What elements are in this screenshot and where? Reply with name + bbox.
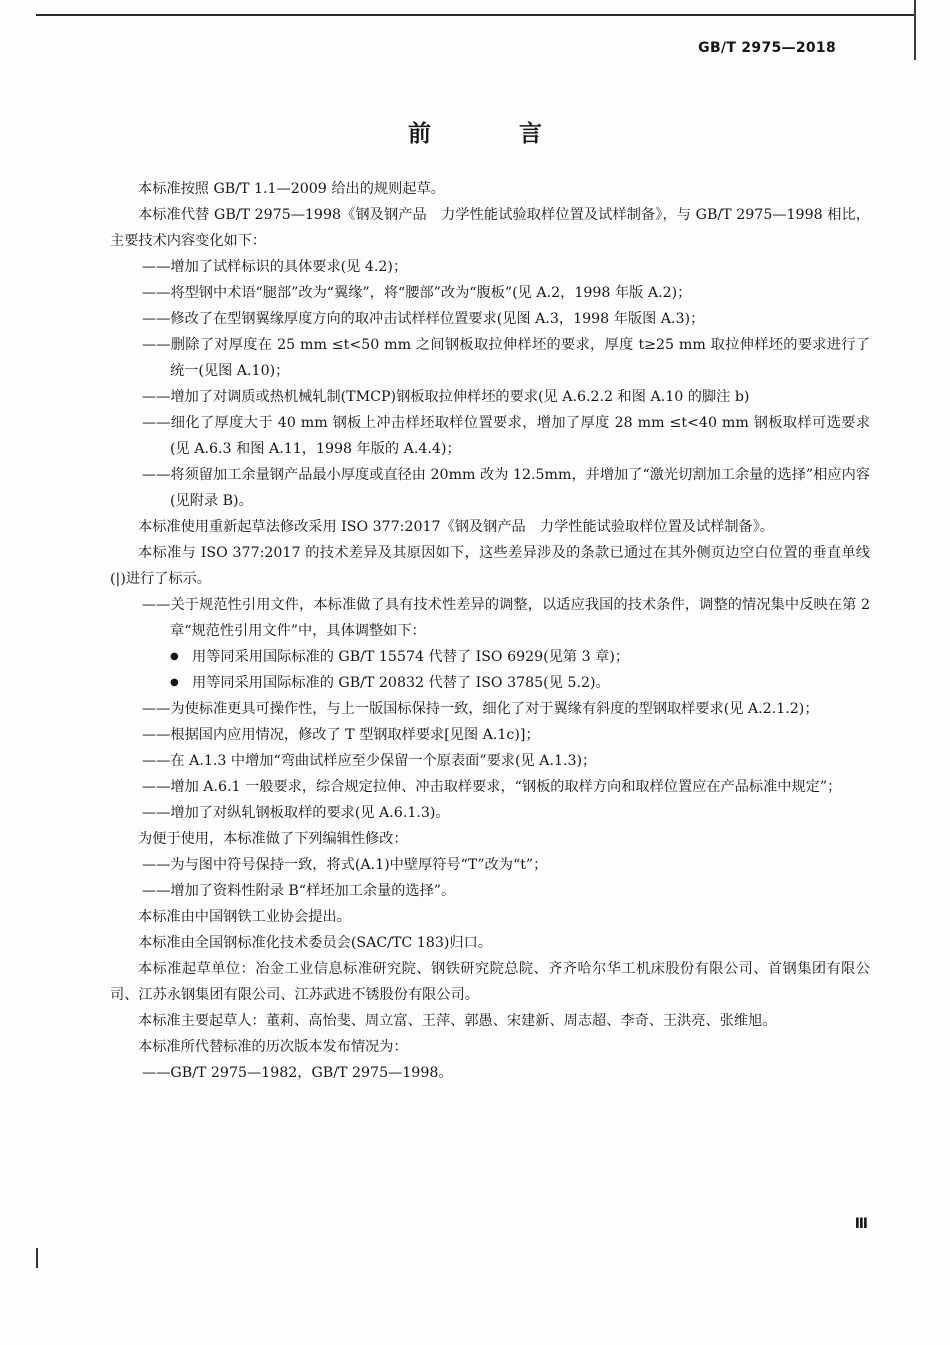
paragraph: 本标准与 ISO 377:2017 的技术差异及其原因如下，这些差异涉及的条款已通过在其外侧页边空白位置的垂直单线(|)进行了标示。	[110, 545, 870, 587]
paragraph: 为便于使用，本标准做了下列编辑性修改：	[138, 831, 408, 847]
page-title: 前 言	[407, 121, 582, 147]
paragraph: 本标准使用重新起草法修改采用 ISO 377:2017《钢及钢产品 力学性能试验取样位置及试样制备》。	[138, 519, 774, 535]
dash-list-item: ——关于规范性引用文件，本标准做了具有技术性差异的调整，以适应我国的技术条件，调整的情况集中反映在第 2 章“规范性引用文件”中，具体调整如下：	[142, 597, 870, 639]
dash-list-item: ——将型钢中术语“腿部”改为“翼缘”，将“腰部”改为“腹板”(见 A.2，1998 年版 A.2)；	[142, 285, 692, 301]
margin-mark	[36, 1248, 38, 1268]
dash-list-item: ——删除了对厚度在 25 mm ≤t<50 mm 之间钢板取拉伸样坯的要求，厚度 t≥25 mm 取拉伸样坯的要求进行了统一(见图 A.10)；	[142, 337, 870, 379]
paragraph: 本标准所代替标准的历次版本发布情况为：	[138, 1039, 408, 1055]
dash-list-item: ——为与图中符号保持一致，将式(A.1)中壁厚符号“T”改为“t”；	[142, 857, 548, 873]
dash-list-item: ——增加 A.6.1 一般要求，综合规定拉伸、冲击取样要求，“钢板的取样方向和取样位置应在产品标准中规定”；	[142, 779, 842, 795]
paragraph: 本标准主要起草人：董莉、高怡斐、周立富、王萍、郭愚、宋建新、周志超、李奇、王洪亮、张维旭。	[138, 1013, 777, 1029]
dash-list-item: ——增加了对调质或热机械轧制(TMCP)钢板取拉伸样坯的要求(见 A.6.2.2 和图 A.10 的脚注 b)	[142, 389, 750, 405]
paragraph: 本标准起草单位：冶金工业信息标准研究院、钢铁研究院总院、齐齐哈尔华工机床股份有限公司、首钢集团有限公司、江苏永钢集团有限公司、江苏武进不锈股份有限公司。	[110, 961, 870, 1003]
paragraph: 本标准由中国钢铁工业协会提出。	[138, 909, 351, 925]
dash-list-item: ——将须留加工余量钢产品最小厚度或直径由 20mm 改为 12.5mm，并增加了“激光切割加工余量的选择”相应内容(见附录 B)。	[142, 467, 870, 509]
bullet-list-item: ● 用等同采用国际标准的 GB/T 15574 代替了 ISO 6929(见第 3 章)；	[110, 644, 870, 670]
dash-list-item: ——GB/T 2975—1982，GB/T 2975—1998。	[142, 1065, 453, 1081]
standard-code: GB/T 2975—2018	[698, 40, 836, 56]
page-number: Ⅲ	[854, 1216, 868, 1232]
dash-list-item: ——修改了在型钢翼缘厚度方向的取冲击试样样位置要求(见图 A.3，1998 年版图 A.3)；	[142, 311, 705, 327]
dash-list-item: ——为使标准更具可操作性，与上一版国标保持一致，细化了对于翼缘有斜度的型钢取样要求(见 A.2.1.2)；	[142, 701, 819, 717]
dash-list-item: ——增加了资料性附录 B“样坯加工余量的选择”。	[142, 883, 456, 899]
paragraph: 本标准按照 GB/T 1.1—2009 给出的规则起草。	[138, 181, 445, 197]
right-border-line	[914, 0, 916, 60]
top-border-line	[36, 14, 916, 16]
dash-list-item: ——增加了对纵轧钢板取样的要求(见 A.6.1.3)。	[142, 805, 450, 821]
bullet-list-item: ● 用等同采用国际标准的 GB/T 20832 代替了 ISO 3785(见 5.2)。	[110, 670, 870, 696]
dash-list-item: ——在 A.1.3 中增加“弯曲试样应至少保留一个原表面”要求(见 A.1.3)；	[142, 753, 597, 769]
paragraph: 本标准由全国钢标准化技术委员会(SAC/TC 183)归口。	[138, 935, 492, 951]
foreword-body	[110, 176, 870, 1086]
dash-list-item: ——根据国内应用情况，修改了 T 型钢取样要求[见图 A.1c)]；	[142, 727, 540, 743]
paragraph: 本标准代替 GB/T 2975—1998《钢及钢产品 力学性能试验取样位置及试样制备》，与 GB/T 2975—1998 相比，主要技术内容变化如下：	[110, 207, 870, 249]
dash-list-item: ——细化了厚度大于 40 mm 钢板上冲击样坯取样位置要求，增加了厚度 28 mm ≤t<40 mm 钢板取样可选要求(见 A.6.3 和图 A.11，1998 年版的 A.4.4)；	[142, 415, 870, 457]
dash-list-item: ——增加了试样标识的具体要求(见 4.2)；	[142, 259, 408, 275]
